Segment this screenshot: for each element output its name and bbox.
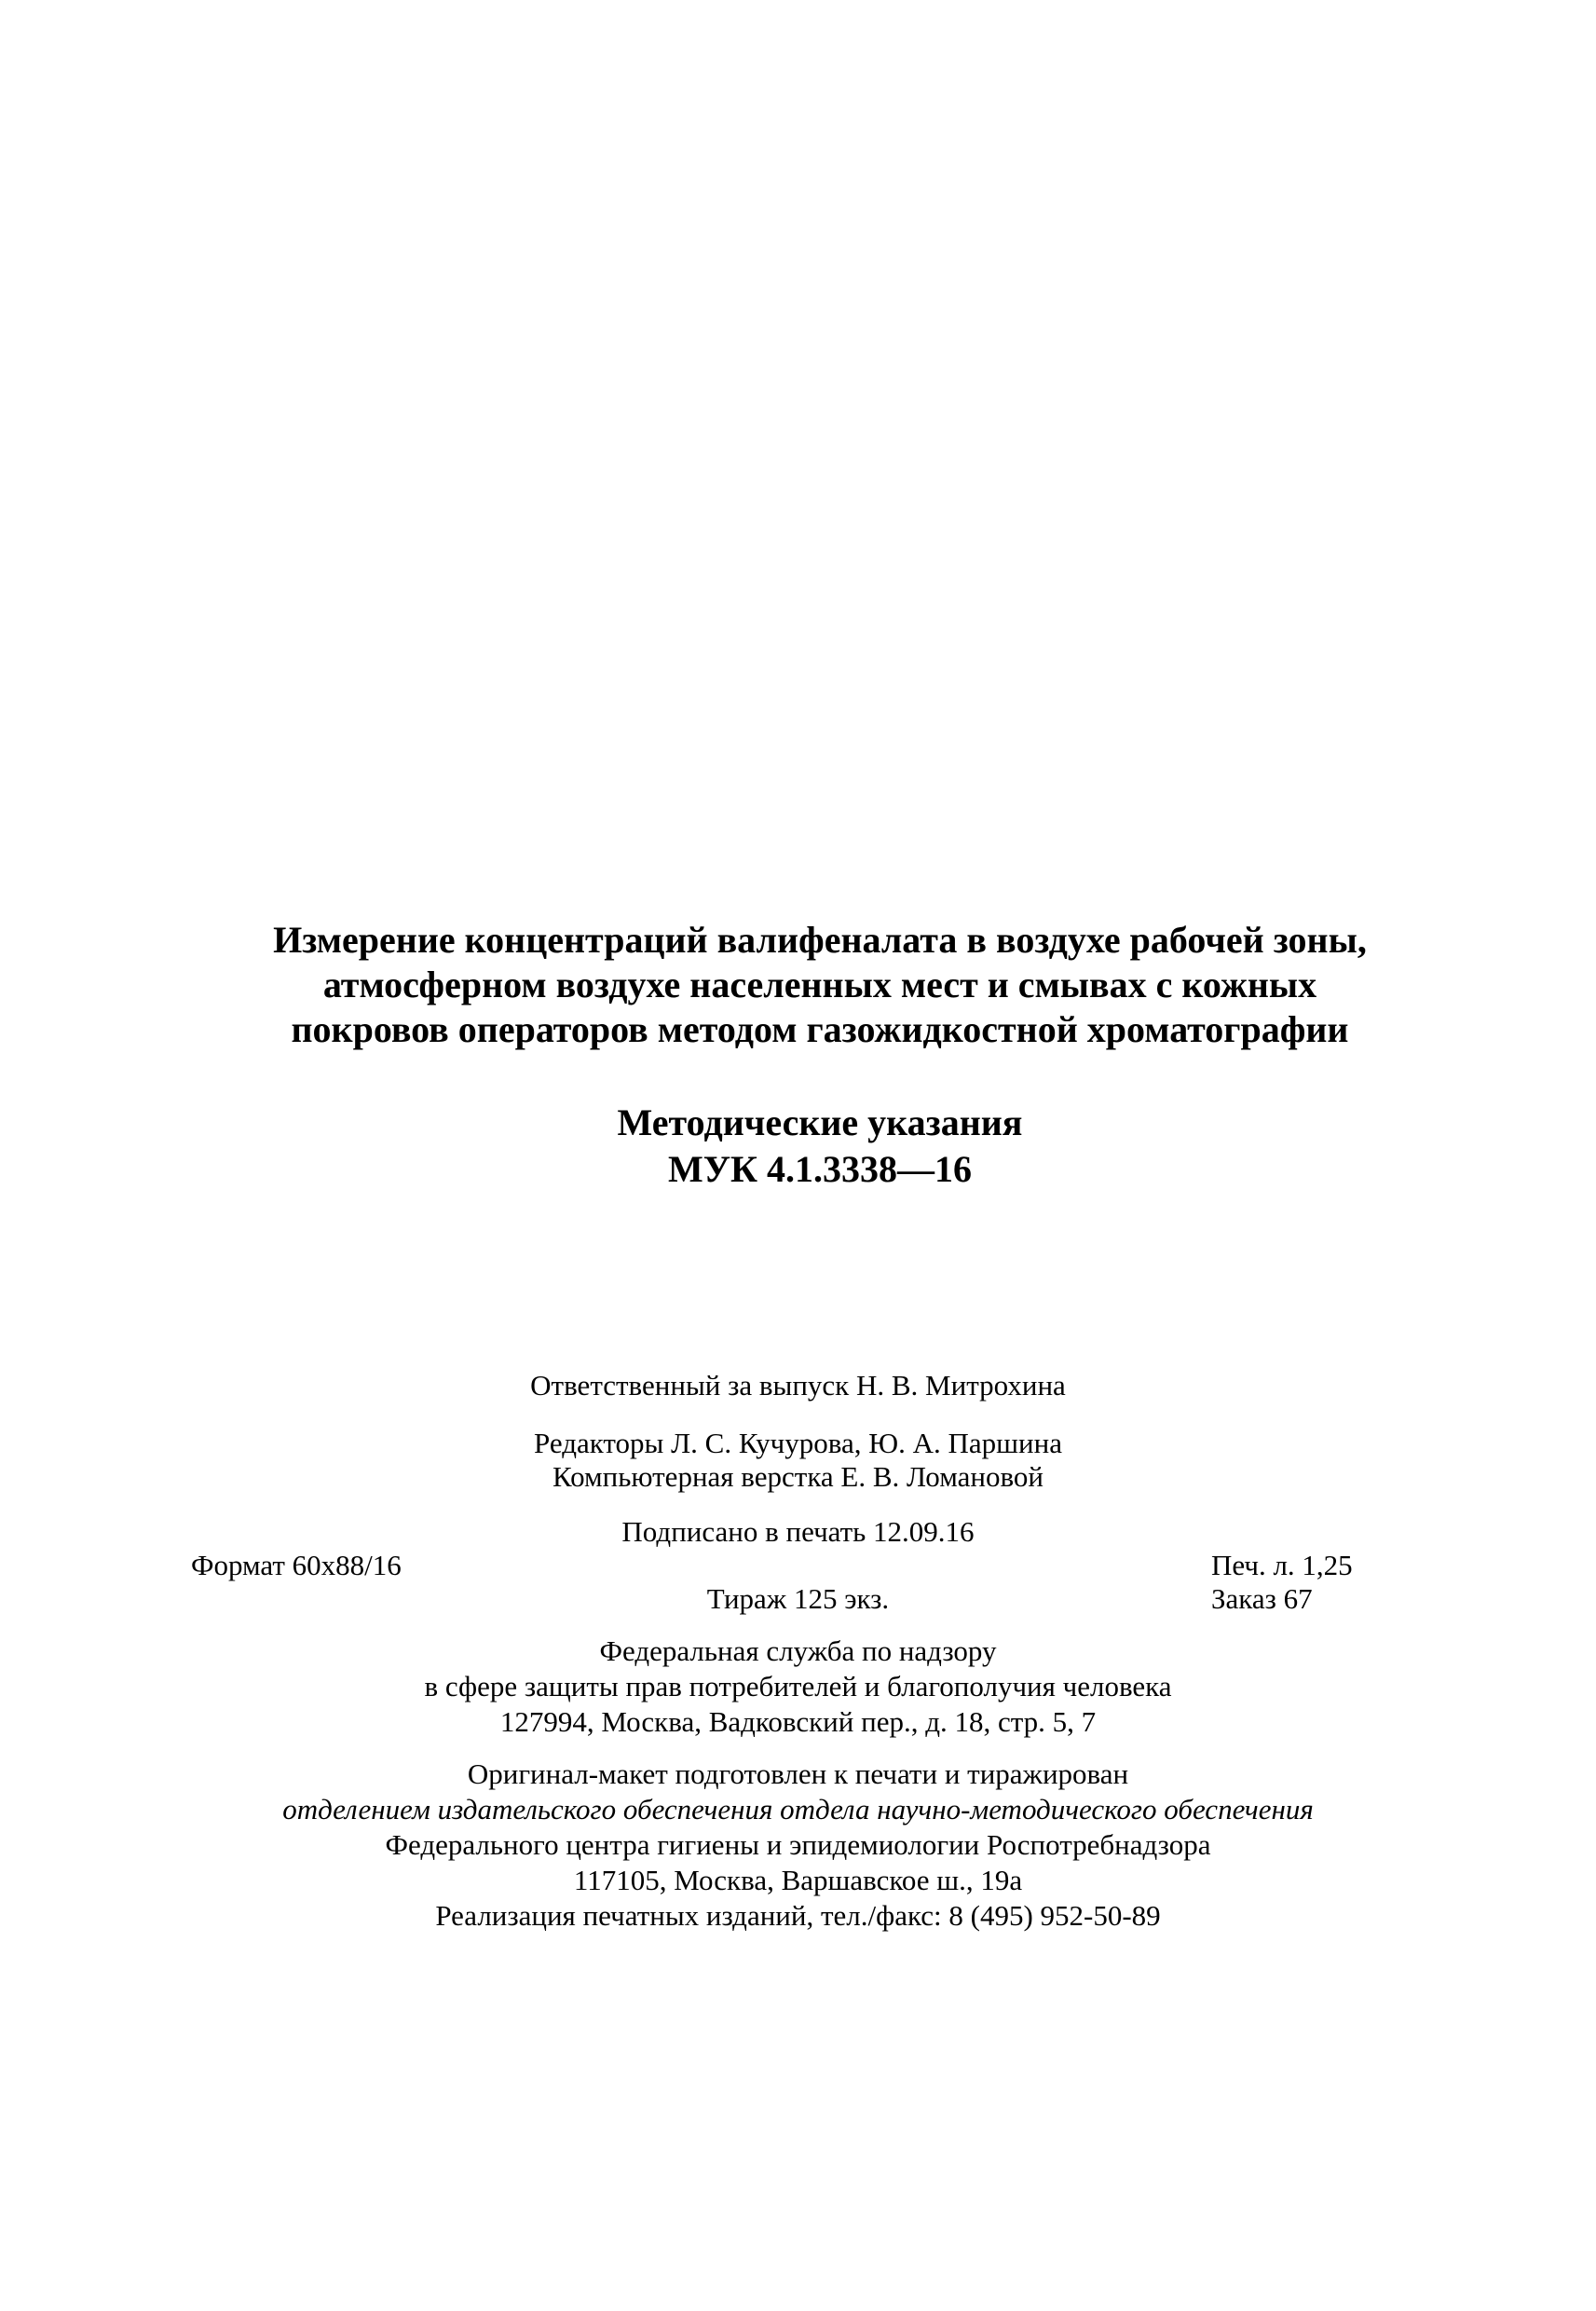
title-line-3: покровов операторов методом газожидкостной хроматографии — [291, 1008, 1349, 1050]
printer-line-5: Реализация печатных изданий, тел./факс: 8 (495) 952-50-89 — [435, 1899, 1161, 1932]
imprint-order: Заказ 67 — [1211, 1582, 1313, 1615]
printer-line-1: Оригинал-макет подготовлен к печати и тиражирован — [467, 1757, 1129, 1790]
imprint-format: Формат 60x88/16 — [191, 1549, 402, 1581]
imprint-editors: Редакторы Л. С. Кучурова, Ю. А. Паршина — [534, 1427, 1062, 1459]
title-line-1: Измерение концентраций валифеналата в воздухе рабочей зоны, — [273, 919, 1367, 961]
publisher-block — [0, 1634, 1596, 1740]
printer-line-3: Федерального центра гигиены и эпидемиологии Роспотребнадзора — [385, 1828, 1211, 1861]
imprint-sheets: Печ. л. 1,25 — [1211, 1549, 1353, 1581]
printer-block — [0, 1757, 1596, 1934]
printer-line-2: отделением издательского обеспечения отдела научно-методического обеспечения — [282, 1793, 1314, 1826]
document-type: Методические указания — [617, 1101, 1023, 1143]
publisher-line-3: 127994, Москва, Вадковский пер., д. 18, стр. 5, 7 — [499, 1705, 1097, 1738]
publisher-line-1: Федеральная служба по надзору — [599, 1634, 997, 1667]
imprint-signed: Подписано в печать 12.09.16 — [621, 1515, 975, 1548]
imprint-responsible: Ответственный за выпуск Н. В. Митрохина — [530, 1369, 1066, 1402]
document-title — [168, 918, 1472, 1052]
imprint-circulation: Тираж 125 экз. — [706, 1582, 890, 1615]
publisher-line-2: в сфере защиты прав потребителей и благополучия человека — [424, 1670, 1172, 1702]
document-code: МУК 4.1.3338—16 — [667, 1148, 973, 1190]
imprint-layout: Компьютерная верстка Е. В. Ломановой — [552, 1460, 1044, 1493]
title-line-2: атмосферном воздухе населенных мест и смывах с кожных — [322, 964, 1317, 1005]
printer-line-4: 117105, Москва, Варшавское ш., 19а — [573, 1864, 1023, 1896]
document-subtitle — [168, 1100, 1472, 1193]
